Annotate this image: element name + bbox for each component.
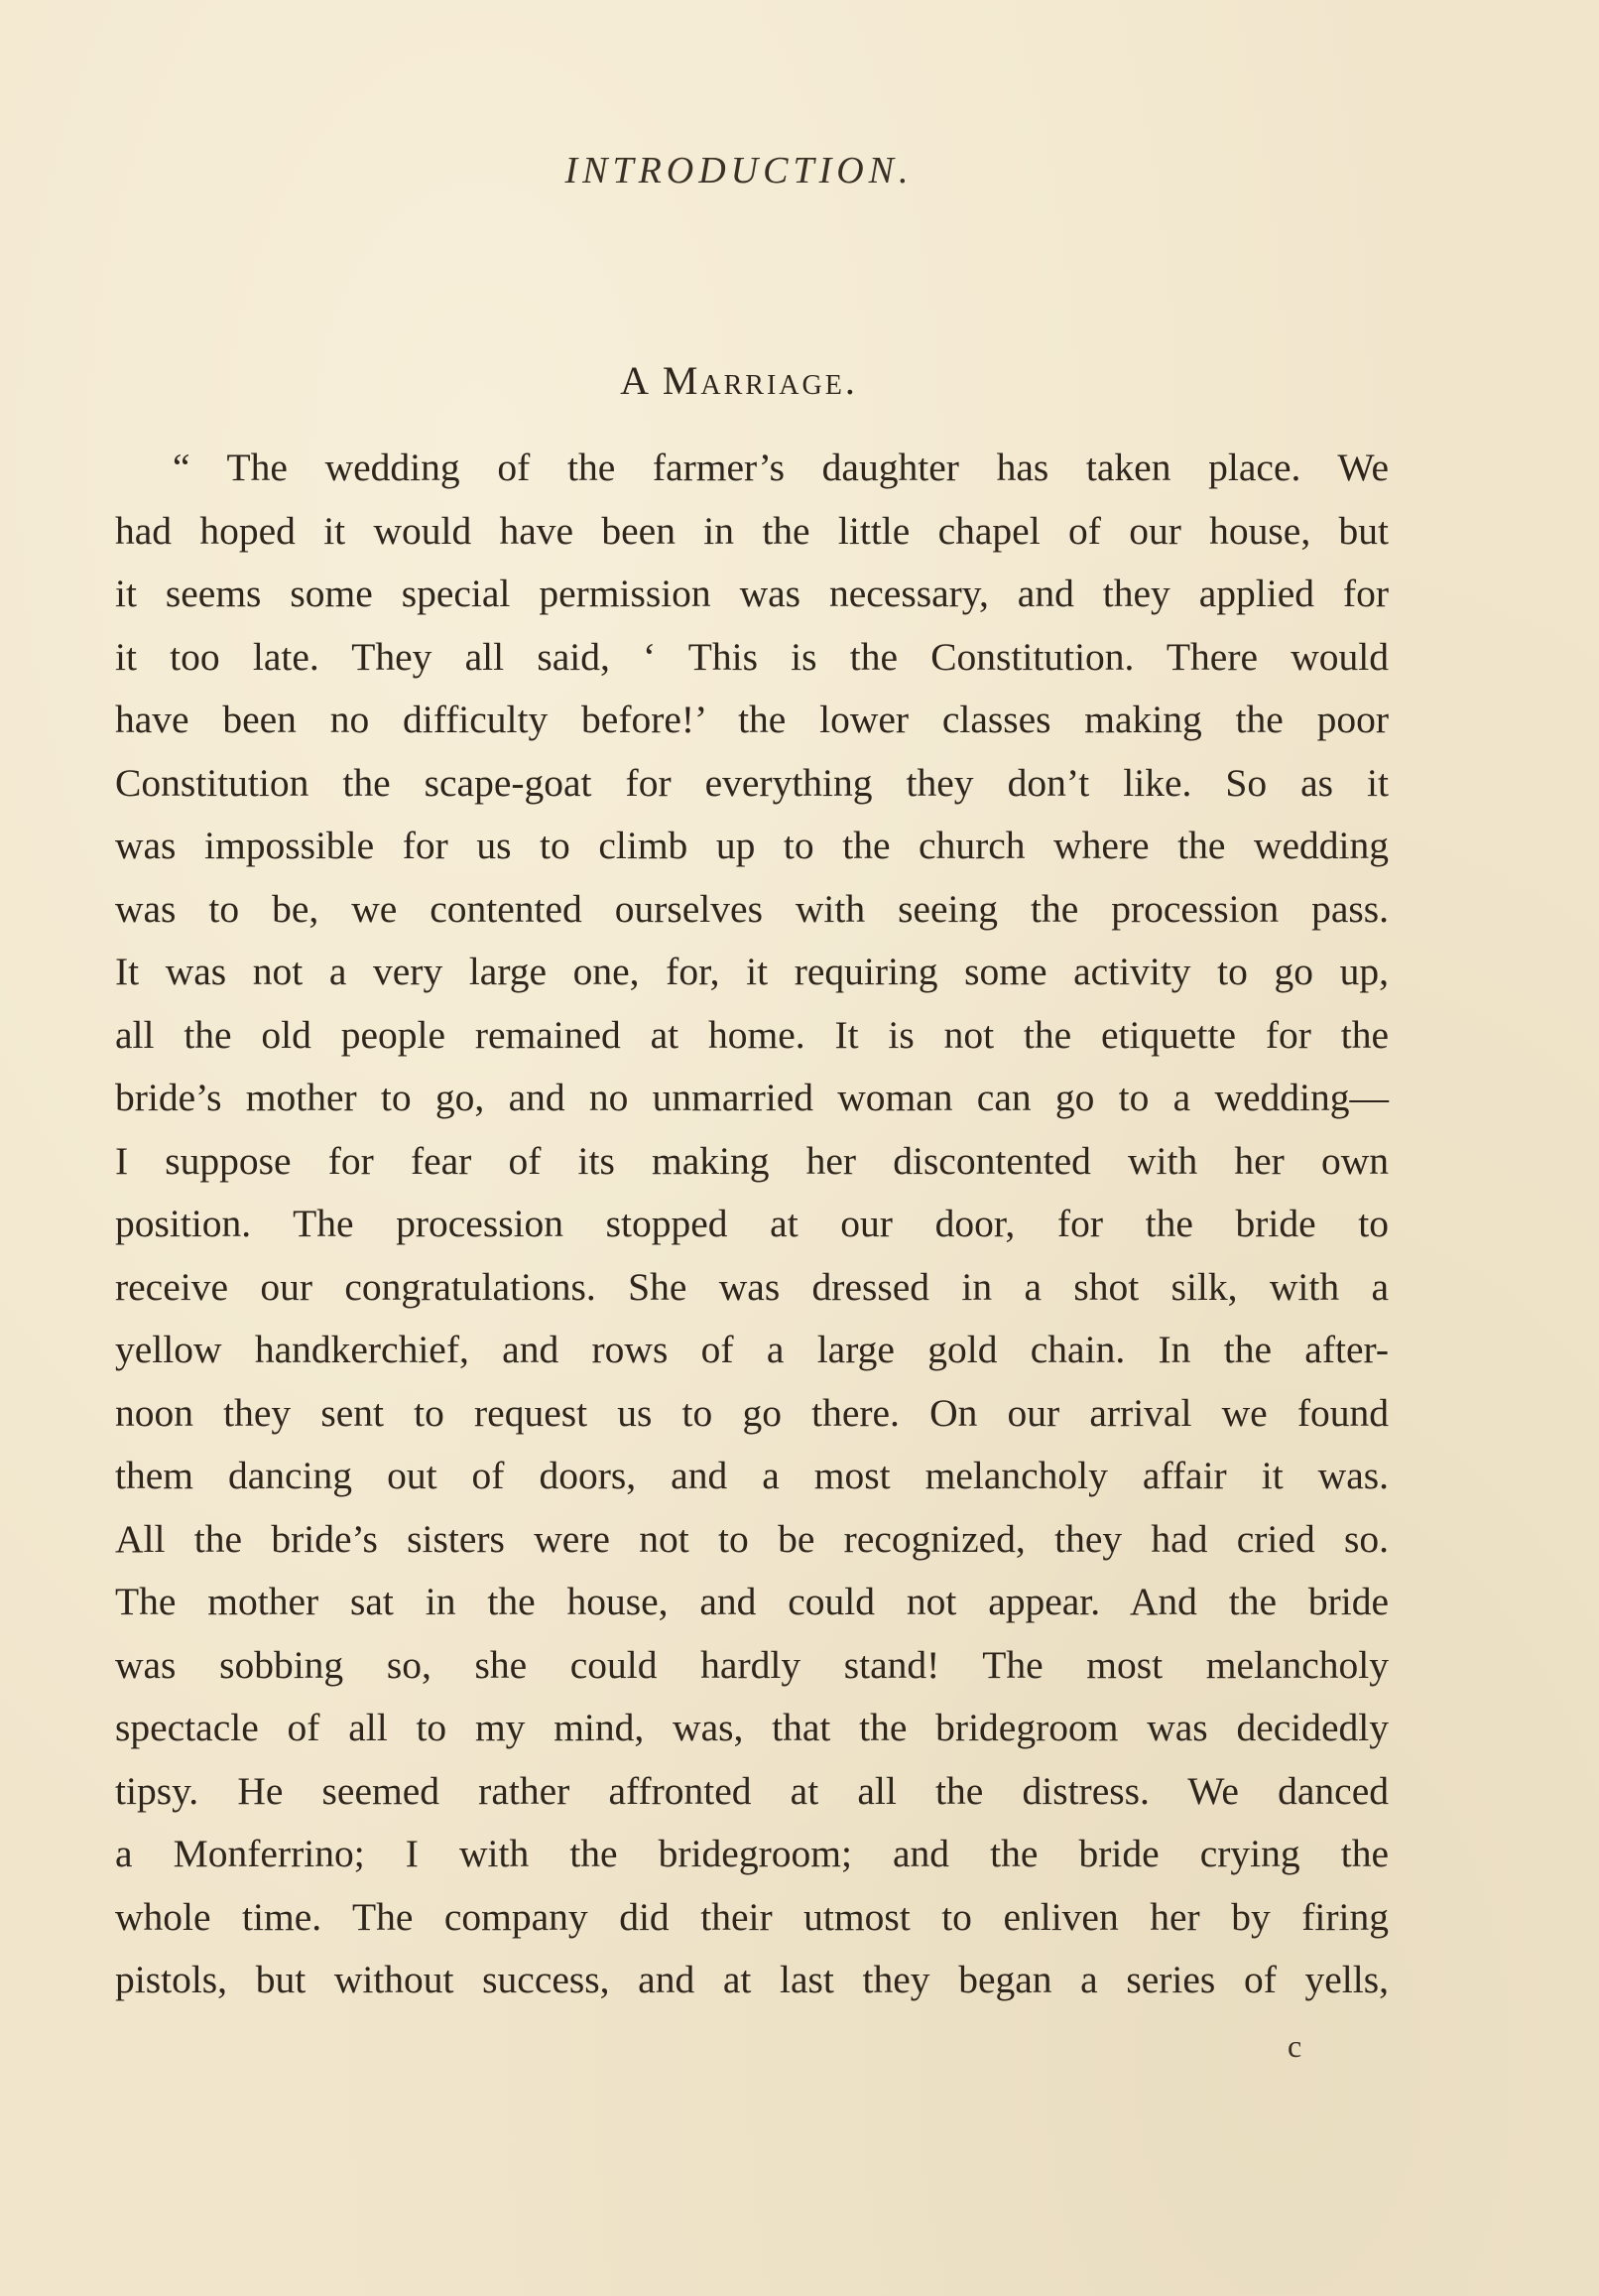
signature-mark: c [1288, 2028, 1302, 2064]
text-line: spectacle of all to my mind, was, that the bridegroom was decidedly [115, 1706, 1389, 1749]
text-line: whole time. The company did their utmost to enliven her by firing [115, 1894, 1389, 1939]
text-line: receive our congratulations. She was dressed in a shot silk, with a [115, 1264, 1389, 1309]
text-line: yellow handkerchief, and rows of a large gold chain. In the after- [115, 1328, 1389, 1371]
text-line: tipsy. He seemed rather affronted at all the distress. We danced [115, 1768, 1389, 1813]
text-line: them dancing out of doors, and a most melancholy affair it was. [115, 1454, 1389, 1497]
text-line: was sobbing so, she could hardly stand! The most melancholy [115, 1642, 1389, 1687]
section-title-text: A Marriage. [620, 358, 858, 403]
text-line: have been no difficulty before!’ the lower classes making the poor [115, 698, 1389, 741]
text-line: All the bride’s sisters were not to be recognized, they had cried so. [115, 1516, 1389, 1561]
text-line: all the old people remained at home. It is not the etiquette for the [115, 1012, 1389, 1057]
text-line: was impossible for us to climb up to the church where the wedding [115, 824, 1389, 867]
text-line: The mother sat in the house, and could not appear. And the bride [115, 1580, 1389, 1623]
text-line: had hoped it would have been in the little chapel of our house, but [115, 508, 1389, 553]
text-line: position. The procession stopped at our door, for the bride to [115, 1202, 1389, 1245]
text-line: it seems some special permission was necessary, and they applied for [115, 572, 1389, 615]
text-line: bride’s mother to go, and no unmarried woman can go to a wedding— [115, 1076, 1389, 1119]
text-line: Constitution the scape-goat for everything they don’t like. So as it [115, 760, 1389, 805]
text-line: pistols, but without success, and at last they began a series of yells, [115, 1958, 1389, 2001]
text-line: “ The wedding of the farmer’s daughter has taken place. We [173, 446, 1389, 489]
section-title [0, 357, 1478, 404]
text-line: noon they sent to request us to go there. On our arrival we found [115, 1390, 1389, 1435]
running-head: INTRODUCTION. [564, 150, 914, 191]
text-line: a Monferrino; I with the bridegroom; and the bride crying the [115, 1832, 1389, 1875]
body-paragraph [115, 437, 1389, 2012]
text-line: was to be, we contented ourselves with seeing the procession pass. [115, 886, 1389, 931]
text-line: it too late. They all said, ‘ This is the Constitution. There would [115, 634, 1389, 679]
text-line: I suppose for fear of its making her discontented with her own [115, 1138, 1389, 1183]
text-line: It was not a very large one, for, it requiring some activity to go up, [115, 950, 1389, 993]
